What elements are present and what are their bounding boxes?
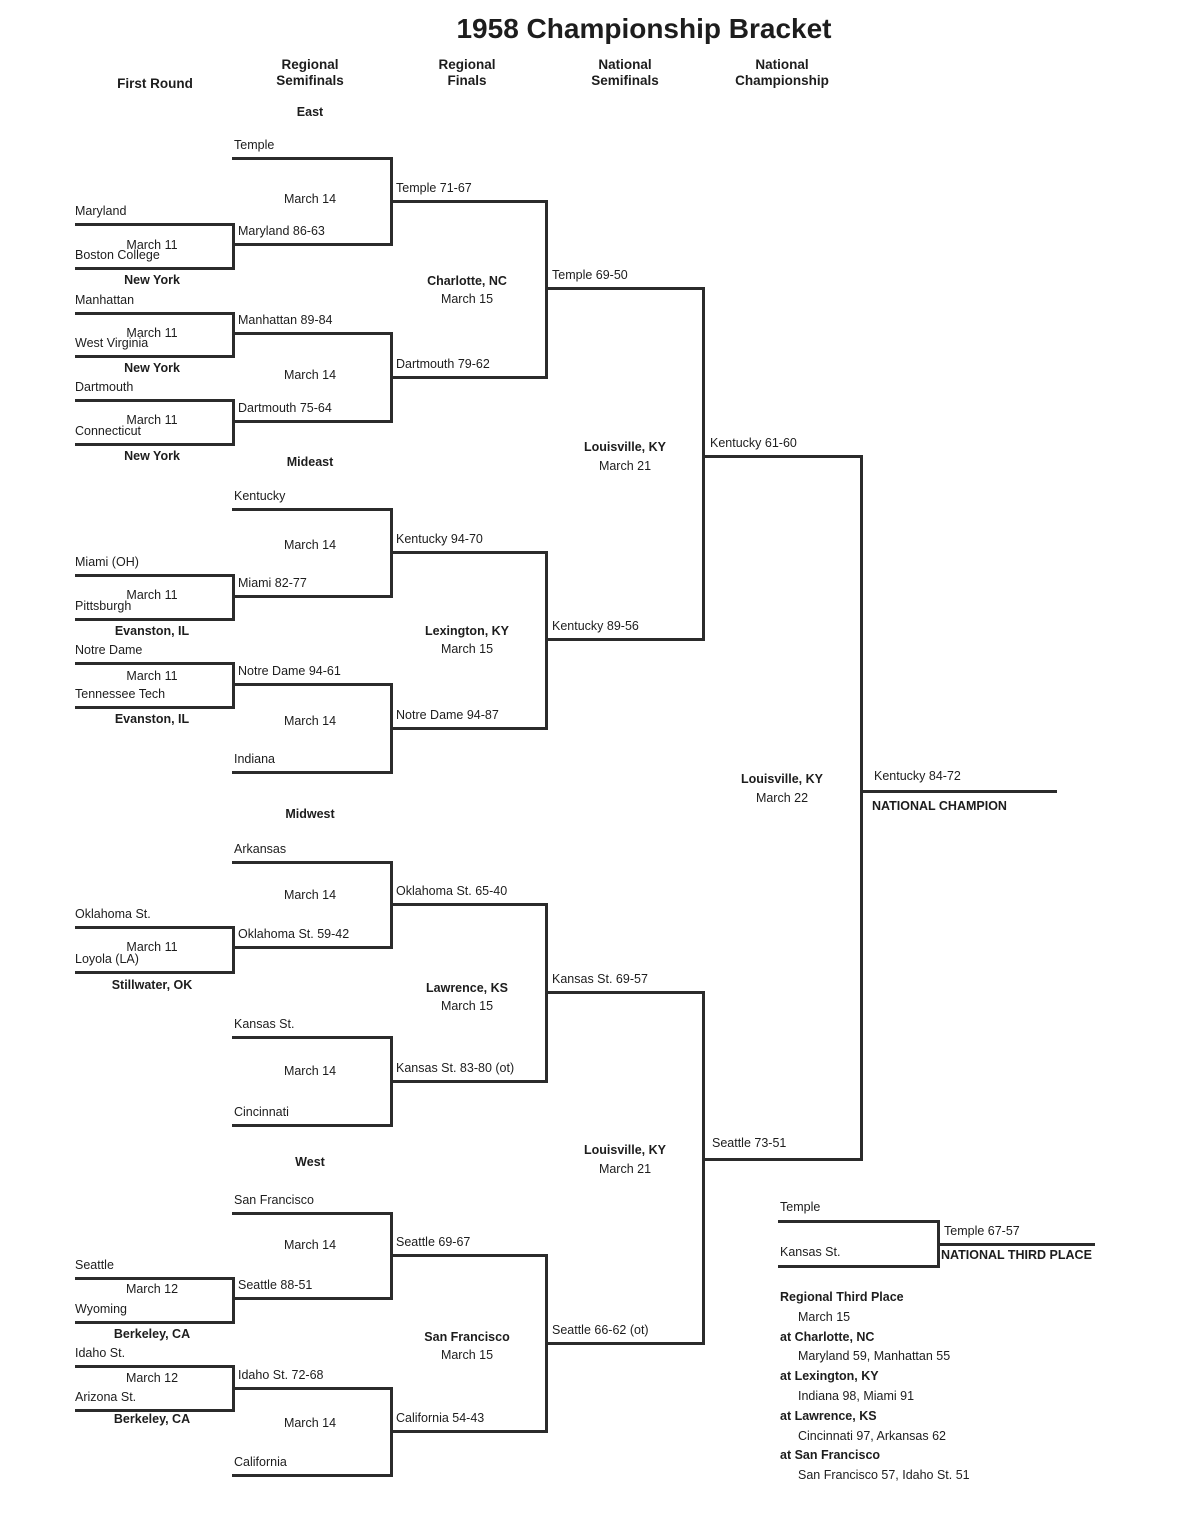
bracket-line [75, 312, 232, 315]
bracket-line [75, 267, 232, 270]
regional-third-place-result: Maryland 59, Manhattan 55 [798, 1349, 951, 1364]
bracket-line [75, 926, 232, 929]
game-date: March 14 [283, 538, 337, 552]
semifinal-site: Louisville, KY [584, 1143, 666, 1157]
team-label: Temple [234, 138, 275, 152]
bracket-line [390, 551, 545, 554]
bracket-line [232, 1277, 235, 1324]
winner-label: Seattle 66-62 (ot) [552, 1323, 649, 1337]
final-date: March 15 [440, 292, 494, 306]
bracket-line [232, 1036, 390, 1039]
regional-third-place-site: at Lexington, KY [780, 1369, 879, 1384]
team-label: Notre Dame [75, 643, 143, 657]
final-site: Lexington, KY [424, 624, 510, 638]
game-site: Evanston, IL [114, 712, 190, 726]
region-header-east: East [296, 105, 324, 119]
game-date: March 14 [283, 1416, 337, 1430]
winner-label: Notre Dame 94-87 [396, 708, 499, 722]
game-site: Evanston, IL [114, 624, 190, 638]
bracket-line [232, 926, 235, 974]
winner-label: Dartmouth 79-62 [396, 357, 490, 371]
bracket-line [702, 287, 705, 641]
regional-third-place-block [780, 1288, 970, 1486]
bracket-line [232, 332, 390, 335]
team-label: California [234, 1455, 287, 1469]
team-label: Kansas St. [780, 1245, 841, 1259]
bracket-line [232, 1387, 390, 1390]
bracket-line [390, 903, 545, 906]
bracket-line [232, 595, 390, 598]
winner-label: Notre Dame 94-61 [238, 664, 341, 678]
regional-third-place-site: at San Francisco [780, 1448, 881, 1463]
bracket-line [545, 991, 702, 994]
regional-third-place-heading: Regional Third Place [780, 1290, 904, 1304]
game-site: Berkeley, CA [113, 1412, 191, 1426]
bracket-line [232, 946, 390, 949]
bracket-line [545, 1342, 702, 1345]
winner-label: Miami 82-77 [238, 576, 307, 590]
team-label: Pittsburgh [75, 599, 132, 613]
bracket-line [390, 376, 545, 379]
winner-label: Kentucky 61-60 [710, 436, 797, 450]
column-header-first-round: First Round [117, 76, 193, 91]
regional-third-place-result: Indiana 98, Miami 91 [798, 1388, 915, 1403]
final-date: March 15 [440, 1348, 494, 1362]
bracket-line [937, 1243, 1095, 1246]
bracket-line [232, 771, 390, 774]
region-header-mideast: Mideast [286, 455, 334, 469]
bracket-line [545, 638, 702, 641]
team-label: Indiana [234, 752, 276, 766]
winner-label: Temple 67-57 [944, 1224, 1020, 1238]
regional-third-place-result: Cincinnati 97, Arkansas 62 [798, 1428, 947, 1443]
bracket-line [778, 1265, 937, 1268]
national-champion-label: NATIONAL CHAMPION [872, 799, 1007, 813]
winner-label: California 54-43 [396, 1411, 485, 1425]
team-label: San Francisco [234, 1193, 314, 1207]
bracket-line [545, 287, 702, 290]
semifinal-site: Louisville, KY [584, 440, 666, 454]
winner-label: Seattle 88-51 [238, 1278, 313, 1292]
winner-label: Kansas St. 69-57 [552, 972, 648, 986]
game-date: March 14 [283, 714, 337, 728]
winner-label: Dartmouth 75-64 [238, 401, 332, 415]
bracket-line [75, 443, 232, 446]
bracket-line [232, 1212, 390, 1215]
team-label: Kentucky [234, 489, 286, 503]
game-site: Stillwater, OK [111, 978, 193, 992]
team-label: Idaho St. [75, 1346, 126, 1360]
winner-label: Temple 69-50 [552, 268, 628, 282]
bracket-line [232, 420, 390, 423]
final-site: Charlotte, NC [427, 274, 507, 288]
region-header-midwest: Midwest [285, 807, 335, 821]
game-date: March 11 [126, 940, 178, 954]
game-date: March 14 [283, 888, 337, 902]
bracket-line [75, 223, 232, 226]
game-date: March 14 [283, 1238, 337, 1252]
game-site: New York [124, 361, 180, 375]
team-label: Manhattan [75, 293, 135, 307]
team-label: Loyola (LA) [75, 952, 139, 966]
bracket-line [232, 683, 390, 686]
bracket-line [390, 1080, 545, 1083]
bracket-line [75, 1321, 232, 1324]
final-date: March 15 [440, 999, 494, 1013]
semifinal-date: March 21 [598, 459, 652, 473]
team-label: Temple [780, 1200, 821, 1214]
winner-label: Oklahoma St. 65-40 [396, 884, 508, 898]
team-label: Cincinnati [234, 1105, 289, 1119]
bracket-line [232, 1124, 390, 1127]
regional-third-place-date: March 15 [798, 1309, 851, 1324]
winner-label: Seattle 73-51 [712, 1136, 787, 1150]
bracket-line [75, 399, 232, 402]
winner-label: Oklahoma St. 59-42 [238, 927, 350, 941]
bracket-line [232, 1474, 390, 1477]
winner-label: Maryland 86-63 [238, 224, 325, 238]
bracket-line [232, 508, 390, 511]
winner-label: Temple 71-67 [396, 181, 472, 195]
bracket-line [702, 1158, 860, 1161]
bracket-line [232, 1297, 390, 1300]
semifinal-date: March 21 [598, 1162, 652, 1176]
team-label: Arizona St. [75, 1390, 137, 1404]
game-date: March 14 [283, 368, 337, 382]
column-header-national-championship: National Championship [735, 57, 829, 88]
game-date: March 14 [283, 1064, 337, 1078]
team-label: Maryland [75, 204, 127, 218]
bracket-line [75, 662, 232, 665]
regional-third-place-site: at Lawrence, KS [780, 1408, 877, 1423]
winner-label: Kentucky 89-56 [552, 619, 639, 633]
bracket-line [390, 1430, 545, 1433]
region-header-west: West [295, 1155, 325, 1169]
team-label: West Virginia [75, 336, 149, 350]
bracket-line [860, 455, 863, 1161]
team-label: Miami (OH) [75, 555, 139, 569]
game-date: March 11 [126, 413, 178, 427]
bracket-line [75, 706, 232, 709]
bracket-line [390, 200, 545, 203]
column-header-national-semifinals: National Semifinals [591, 57, 659, 88]
game-date: March 11 [126, 669, 178, 683]
national-third-place-label: NATIONAL THIRD PLACE [941, 1248, 1092, 1262]
bracket-line [390, 727, 545, 730]
regional-third-place-result: San Francisco 57, Idaho St. 51 [798, 1468, 970, 1483]
winner-label: Kentucky 94-70 [396, 532, 483, 546]
bracket-line [75, 618, 232, 621]
team-label: Boston College [75, 248, 160, 262]
game-date: March 11 [126, 588, 178, 602]
team-label: Arkansas [234, 842, 287, 856]
team-label: Connecticut [75, 424, 142, 438]
column-header-regional-finals: Regional Finals [438, 57, 496, 88]
team-label: Kansas St. [234, 1017, 295, 1031]
bracket-line [702, 455, 860, 458]
bracket-line [778, 1220, 937, 1223]
game-date: March 11 [126, 326, 178, 340]
game-date: March 14 [283, 192, 337, 206]
winner-label: Manhattan 89-84 [238, 313, 333, 327]
bracket-line [232, 223, 235, 270]
winner-label: Kansas St. 83-80 (ot) [396, 1061, 515, 1075]
team-label: Oklahoma St. [75, 907, 151, 921]
bracket-line [75, 971, 232, 974]
bracket-line [75, 1365, 232, 1368]
bracket-line [232, 861, 390, 864]
bracket-line [702, 991, 705, 1345]
winner-label: Idaho St. 72-68 [238, 1368, 324, 1382]
champion-score: Kentucky 84-72 [874, 769, 961, 783]
bracket-line [390, 1254, 545, 1257]
final-date: March 15 [440, 642, 494, 656]
team-label: Wyoming [75, 1302, 127, 1316]
game-site: Berkeley, CA [113, 1327, 191, 1341]
bracket-line [232, 312, 235, 358]
team-label: Dartmouth [75, 380, 134, 394]
championship-date: March 22 [755, 791, 809, 805]
bracket-line [75, 355, 232, 358]
bracket-line [232, 243, 390, 246]
bracket-line [860, 790, 1057, 793]
winner-label: Seattle 69-67 [396, 1235, 471, 1249]
final-site: Lawrence, KS [426, 981, 508, 995]
game-date: March 11 [126, 238, 178, 252]
team-label: Tennessee Tech [75, 687, 166, 701]
team-label: Seattle [75, 1258, 114, 1272]
game-site: New York [124, 273, 180, 287]
bracket-line [75, 574, 232, 577]
page-title: 1958 Championship Bracket [456, 13, 832, 44]
game-date: March 12 [125, 1371, 179, 1385]
game-site: New York [124, 449, 180, 463]
bracket-line [75, 1277, 232, 1280]
bracket-line [232, 157, 390, 160]
game-date: March 12 [125, 1282, 179, 1296]
final-site: San Francisco [424, 1330, 510, 1344]
regional-third-place-site: at Charlotte, NC [780, 1329, 875, 1344]
column-header-regional-semifinals: Regional Semifinals [276, 57, 344, 88]
championship-site: Louisville, KY [741, 772, 823, 786]
